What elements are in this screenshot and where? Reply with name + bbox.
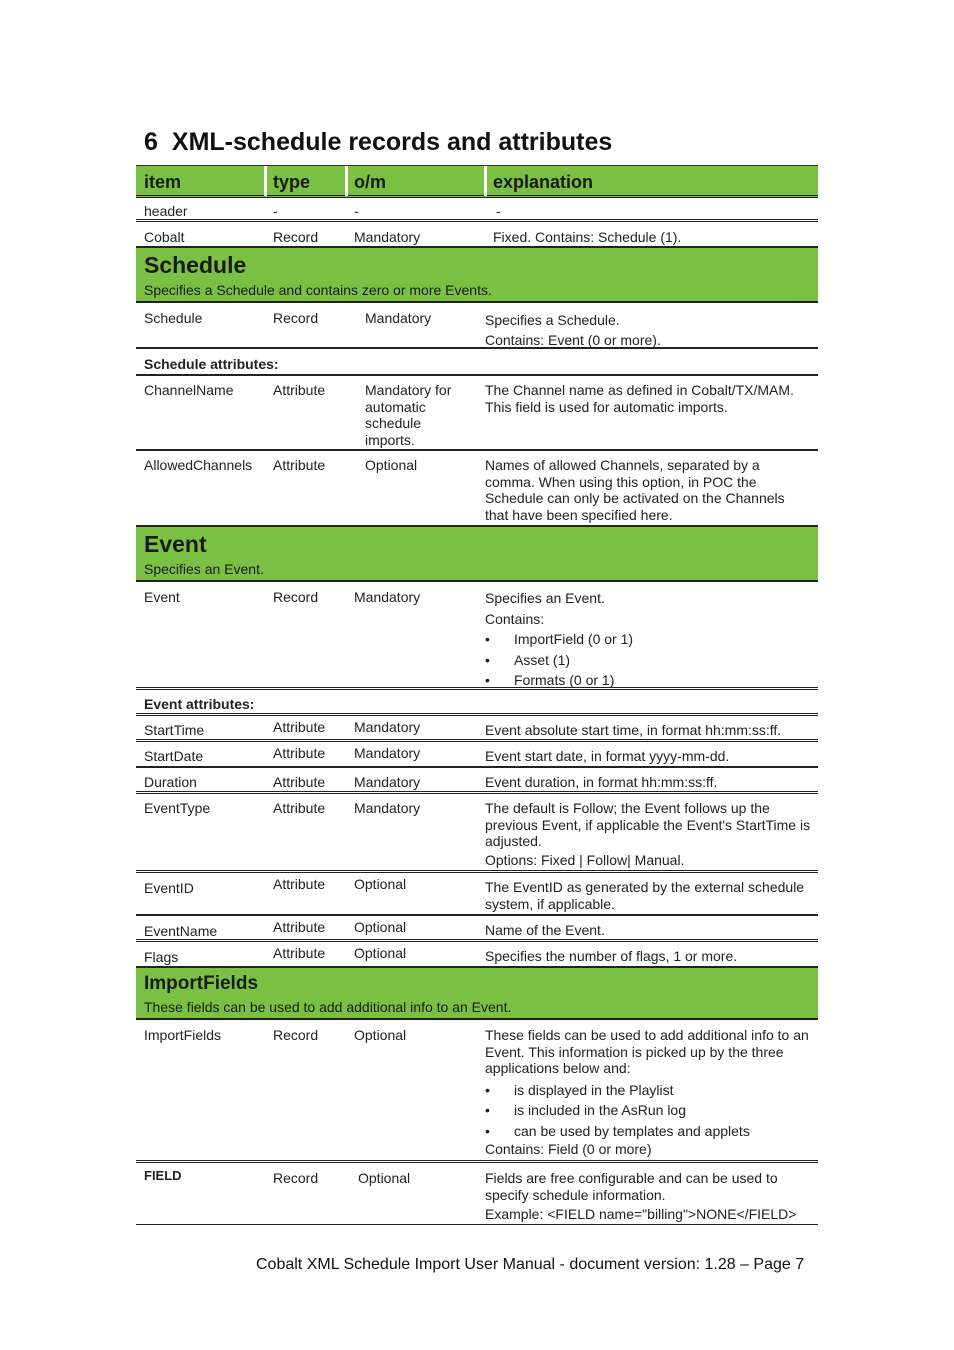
cell-type: Attribute (273, 457, 326, 473)
explanation-line: Contains: (485, 610, 545, 627)
header-divider (345, 166, 348, 196)
explanation-line: Contains: Event (0 or more). (485, 332, 661, 348)
table-row (136, 222, 818, 248)
cell-explanation (485, 1170, 811, 1223)
explanation-line: These fields can be used to add additional info to an Event. This information is picked up by the three applications below and: (485, 1027, 809, 1076)
table-header (136, 165, 818, 198)
table-row (136, 873, 818, 916)
cell-item: ChannelName (144, 382, 234, 398)
cell-explanation: - (496, 203, 501, 219)
cell-type: Attribute (273, 745, 326, 761)
cell-om: Optional (365, 457, 418, 473)
cell-explanation: Specifies the number of flags, 1 or more. (485, 948, 738, 964)
section-description: These fields can be used to add additional info to an Event. (144, 999, 512, 1015)
table-row (136, 742, 818, 768)
header-divider (484, 166, 487, 196)
list-item: • Asset (1) (485, 650, 811, 671)
cell-item: ImportFields (144, 1027, 222, 1043)
list-item: • can be used by templates and applets (485, 1121, 811, 1142)
table-row (136, 376, 818, 451)
cell-type: Record (273, 1170, 319, 1186)
table-row (136, 768, 818, 794)
cell-type: Record (273, 310, 319, 326)
section-heading: ImportFields (144, 973, 259, 994)
cell-type: Attribute (273, 945, 326, 961)
cell-explanation: Fixed. Contains: Schedule (1). (493, 229, 682, 245)
cell-om: Optional (354, 876, 407, 892)
cell-explanation: Name of the Event. (485, 922, 605, 938)
cell-item: EventID (144, 880, 194, 896)
cell-item: AllowedChannels (144, 457, 253, 473)
table-row (136, 303, 818, 349)
table-row (136, 198, 818, 222)
cell-explanation: Event start date, in format yyyy-mm-dd. (485, 748, 730, 764)
cell-om: Mandatory (354, 719, 421, 735)
cell-explanation (485, 310, 811, 350)
section-description: Specifies an Event. (144, 561, 264, 577)
cell-item: StartDate (144, 748, 204, 764)
list-item: • is included in the AsRun log (485, 1100, 811, 1121)
page-title (144, 128, 612, 157)
table-row (136, 716, 818, 742)
attributes-heading: Schedule attributes: (144, 356, 279, 372)
section-title: XML-schedule records and attributes (171, 128, 613, 156)
cell-explanation: Event absolute start time, in format hh:mm:ss:ff. (485, 722, 782, 738)
col-type: type (273, 172, 311, 192)
cell-type: Attribute (273, 919, 326, 935)
cell-om: Optional (354, 1027, 407, 1043)
explanation-line: Options: Fixed | Follow| Manual. (485, 851, 685, 868)
contents-list (485, 629, 811, 691)
cell-om: Mandatory (354, 774, 421, 790)
cell-type: - (273, 203, 278, 219)
attributes-heading-row (136, 690, 818, 716)
list-item: • Formats (0 or 1) (485, 670, 811, 691)
cell-om: Optional (358, 1170, 411, 1186)
cell-explanation (485, 588, 811, 691)
list-item: • ImportField (0 or 1) (485, 629, 811, 650)
cell-om: Optional (354, 919, 407, 935)
col-explanation: explanation (493, 172, 594, 192)
section-band-importfields (136, 968, 818, 1020)
cell-explanation (485, 800, 811, 868)
attributes-heading-row (136, 349, 818, 376)
section-band-schedule (136, 248, 818, 303)
cell-explanation: Names of allowed Channels, separated by a comma. When using this option, in POC the Schedule can only be activated on the Channels that have been specified here. (485, 457, 785, 523)
cell-type: Attribute (273, 800, 326, 816)
cell-item: header (144, 203, 188, 219)
explanation-line: The default is Follow; the Event follows up the previous Event, if applicable the Event's StartTime is adjusted. (485, 800, 811, 849)
section-description: Specifies a Schedule and contains zero or more Events. (144, 282, 492, 298)
applications-list (485, 1080, 811, 1142)
cell-type: Record (273, 589, 319, 605)
cell-item: StartTime (144, 722, 205, 738)
section-heading: Schedule (144, 252, 247, 278)
cell-item: EventName (144, 923, 218, 939)
attributes-heading: Event attributes: (144, 696, 255, 712)
cell-item: Cobalt (144, 229, 185, 245)
cell-om: Mandatory for automatic schedule imports. (365, 382, 452, 448)
cell-om: - (354, 203, 359, 219)
cell-item: Schedule (144, 310, 203, 326)
cell-item: Event (144, 589, 180, 605)
cell-item: EventType (144, 800, 211, 816)
cell-explanation: The Channel name as defined in Cobalt/TX/MAM. This field is used for automatic imports. (485, 382, 794, 415)
header-divider (264, 166, 267, 196)
table-row (136, 451, 818, 527)
cell-type: Record (273, 1027, 319, 1043)
cell-type: Record (273, 229, 319, 245)
explanation-line: Example: <FIELD name="billing">NONE</FIELD> (485, 1206, 797, 1222)
page-footer: Cobalt XML Schedule Import User Manual - document version: 1.28 – Page 7 (256, 1256, 805, 1273)
cell-om: Mandatory (354, 229, 421, 245)
explanation-line: Specifies a Schedule. (485, 312, 620, 328)
section-band-event (136, 527, 818, 582)
cell-om: Mandatory (354, 800, 421, 816)
cell-type: Attribute (273, 876, 326, 892)
section-heading: Event (144, 531, 207, 557)
section-number: 6 (144, 128, 158, 156)
cell-type: Attribute (273, 774, 326, 790)
cell-item: FIELD (144, 1168, 182, 1183)
list-item: • is displayed in the Playlist (485, 1080, 811, 1101)
cell-explanation (485, 1027, 811, 1158)
cell-type: Attribute (273, 719, 326, 735)
cell-om: Mandatory (354, 745, 421, 761)
cell-om: Mandatory (365, 310, 432, 326)
cell-om: Mandatory (354, 589, 421, 605)
table-row (136, 1163, 818, 1225)
table-row (136, 916, 818, 942)
explanation-line: Specifies an Event. (485, 590, 605, 606)
col-item: item (144, 172, 182, 192)
cell-om: Optional (354, 945, 407, 961)
cell-item: Flags (144, 949, 179, 965)
table-row (136, 1020, 818, 1163)
cell-explanation: The EventID as generated by the external schedule system, if applicable. (485, 879, 805, 912)
table-row (136, 794, 818, 873)
table-row (136, 942, 818, 968)
col-om: o/m (354, 172, 387, 192)
cell-explanation: Event duration, in format hh:mm:ss:ff. (485, 774, 718, 790)
cell-type: Attribute (273, 382, 326, 398)
explanation-line: Contains: Field (0 or more) (485, 1141, 652, 1157)
schedule-records-table (136, 165, 818, 1225)
cell-item: Duration (144, 774, 197, 790)
table-row (136, 582, 818, 690)
explanation-line: Fields are free configurable and can be used to specify schedule information. (485, 1170, 778, 1203)
